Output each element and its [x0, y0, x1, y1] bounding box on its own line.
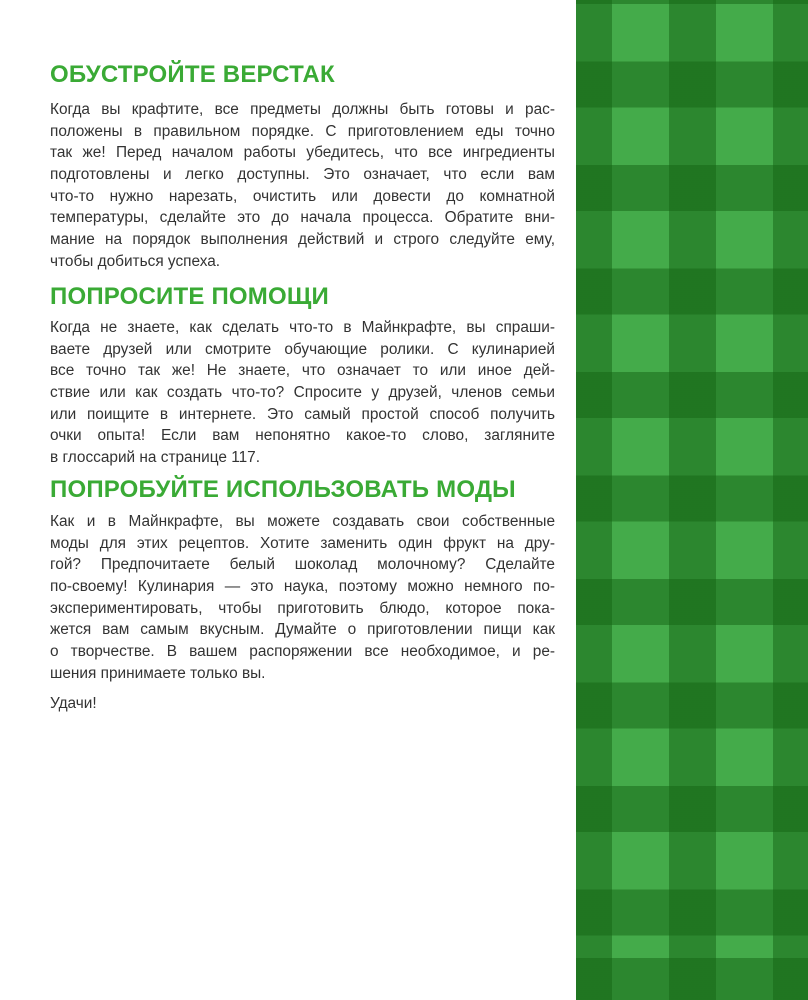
section-body	[50, 99, 555, 273]
paragraph-line: положены в правильном порядке. С приготовлением еды точно	[50, 122, 555, 140]
section-body	[50, 317, 555, 469]
section-ask-help	[50, 283, 555, 467]
paragraph-line: моды для этих рецептов. Хотите заменить один фрукт на дру-	[50, 534, 555, 552]
section-heading: ОБУСТРОЙТЕ ВЕРСТАК	[50, 61, 335, 88]
paragraph-line: шения принимаете только вы.	[50, 664, 266, 682]
section-heading: ПОПРОБУЙТЕ ИСПОЛЬЗОВАТЬ МОДЫ	[50, 476, 516, 503]
paragraph-line: в глоссарий на странице 117.	[50, 449, 261, 467]
closing-text-block	[50, 693, 555, 715]
paragraph-line: что-то нужно нарезать, очистить или довести до комнатной	[50, 187, 555, 205]
paragraph-line: Когда вы крафтите, все предметы должны быть готовы и рас-	[50, 101, 555, 118]
section-body	[50, 511, 555, 685]
paragraph-line: экспериментировать, чтобы приготовить блюдо, которое пока-	[50, 599, 555, 617]
paragraph-line: Когда не знаете, как сделать что-то в Майнкрафте, вы спраши-	[50, 319, 555, 336]
paragraph-line: очки опыта! Если вам непонятно какое-то слово, загляните	[50, 427, 555, 445]
paragraph-line: чтобы добиться успеха.	[50, 252, 221, 270]
section-workbench	[50, 61, 555, 270]
paragraph-line: мание на порядок выполнения действий и строго следуйте ему,	[50, 231, 555, 249]
paragraph-line: температуры, сделайте это до начала процесса. Обратите вни-	[50, 209, 555, 227]
paragraph-line: все точно так же! Не знаете, что означает то или иное дей-	[50, 362, 555, 380]
closing-text: Удачи!	[50, 695, 97, 712]
paragraph-line: так же! Перед началом работы убедитесь, что все ингредиенты	[50, 144, 555, 162]
paragraph-line: или поищите в интернете. Это самый простой способ получить	[50, 405, 555, 423]
paragraph-line: по-своему! Кулинария — это наука, поэтому можно немного по-	[50, 578, 555, 596]
paragraph-line: подготовлены и легко доступны. Это означает, что если вам	[50, 166, 555, 184]
paragraph-line: Как и в Майнкрафте, вы можете создавать свои собственные	[50, 513, 555, 530]
paragraph-line: о творчестве. В вашем распоряжении все необходимое, и ре-	[50, 643, 555, 661]
paragraph-line: ваете друзей или смотрите обучающие ролики. С кулинарией	[50, 340, 555, 358]
paragraph-line: жется вам самым вкусным. Думайте о приготовлении пищи как	[50, 621, 555, 639]
paragraph-line: гой? Предпочитаете белый шоколад молочному? Сделайте	[50, 556, 555, 574]
green-checkered-border	[576, 0, 808, 1000]
paragraph-line: ствие или как создать что-то? Спросите у друзей, членов семьи	[50, 384, 555, 402]
section-mods	[50, 476, 555, 682]
section-heading: ПОПРОСИТЕ ПОМОЩИ	[50, 283, 329, 310]
